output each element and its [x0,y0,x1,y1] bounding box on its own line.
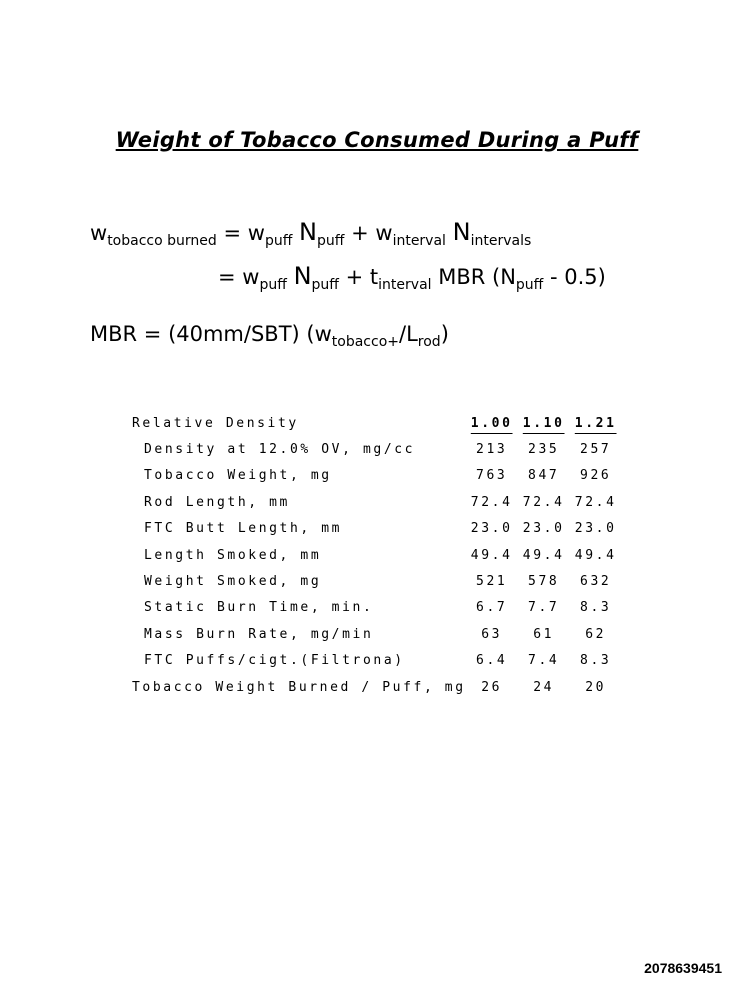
cell-value: 926 [580,468,612,484]
cell-value: 7.7 [528,600,560,616]
cell-value: 632 [580,574,612,590]
cell-value: 72.4 [574,494,617,510]
table-row [132,489,622,515]
equation-tobacco-burned: $w_{tobacco burned} = w_{puff}$ $N_{puff} + w_{interval}$ $N_{intervals}$ [90,218,532,249]
cell-value: 72.4 [470,494,513,510]
cell-value: 62 [585,626,607,642]
cell-value: 521 [476,574,508,590]
cell-value: 7.4 [528,653,560,669]
cell-value: 23.0 [470,521,513,537]
table-row [132,542,622,568]
table-row [132,621,622,647]
row-label: Tobacco Weight Burned / Puff, mg [132,679,466,695]
cell-value: 23.0 [522,521,565,537]
table-header-row [132,410,622,436]
equation-mbr: MBR = (40mm/SBT) $(w_{tobacco+}/L_{rod})$ [90,322,449,350]
row-label: Weight Smoked, mg [144,574,322,590]
cell-value: 20 [585,679,607,695]
cell-value: 235 [528,442,560,458]
cell-value: 26 [481,679,503,695]
cell-value: 49.4 [522,547,565,563]
row-label: Static Burn Time, min. [144,600,374,616]
cell-value: 847 [528,468,560,484]
cell-value: 8.3 [580,600,612,616]
table-total-row [132,674,622,700]
cell-value: 72.4 [522,494,565,510]
cell-value: 213 [476,442,508,458]
cell-value: 24 [533,679,555,695]
row-label: FTC Butt Length, mm [144,521,343,537]
cell-value: 63 [481,626,503,642]
page-title: Weight of Tobacco Consumed During a Puff [115,128,639,152]
header-label: Relative Density [132,415,299,431]
cell-value: 61 [533,626,555,642]
cell-value: 257 [580,442,612,458]
row-label: Length Smoked, mm [144,547,322,563]
row-label: Mass Burn Rate, mg/min [144,626,374,642]
density-table [132,410,622,700]
column-header: 1.00 [470,415,513,431]
table-row [132,436,622,462]
row-label: FTC Puffs/cigt.(Filtrona) [144,653,405,669]
cell-value: 763 [476,468,508,484]
column-header: 1.10 [522,415,565,431]
column-header: 1.21 [574,415,617,431]
cell-value: 6.7 [476,600,508,616]
row-label: Tobacco Weight, mg [144,468,332,484]
table-row [132,648,622,674]
table-row [132,595,622,621]
cell-value: 49.4 [574,547,617,563]
cell-value: 8.3 [580,653,612,669]
cell-value: 6.4 [476,653,508,669]
row-label: Rod Length, mm [144,494,290,510]
table-row [132,568,622,594]
row-label: Density at 12.0% OV, mg/cc [144,442,416,458]
equation-expanded: = $w_{puff}$ $N_{puff} + t_{interval}$ MBR $(N_{puff} - 0.5)$ [218,262,606,293]
document-id: 2078639451 [644,960,722,976]
cell-value: 23.0 [574,521,617,537]
cell-value: 578 [528,574,560,590]
table-row [132,463,622,489]
cell-value: 49.4 [470,547,513,563]
table-row [132,516,622,542]
